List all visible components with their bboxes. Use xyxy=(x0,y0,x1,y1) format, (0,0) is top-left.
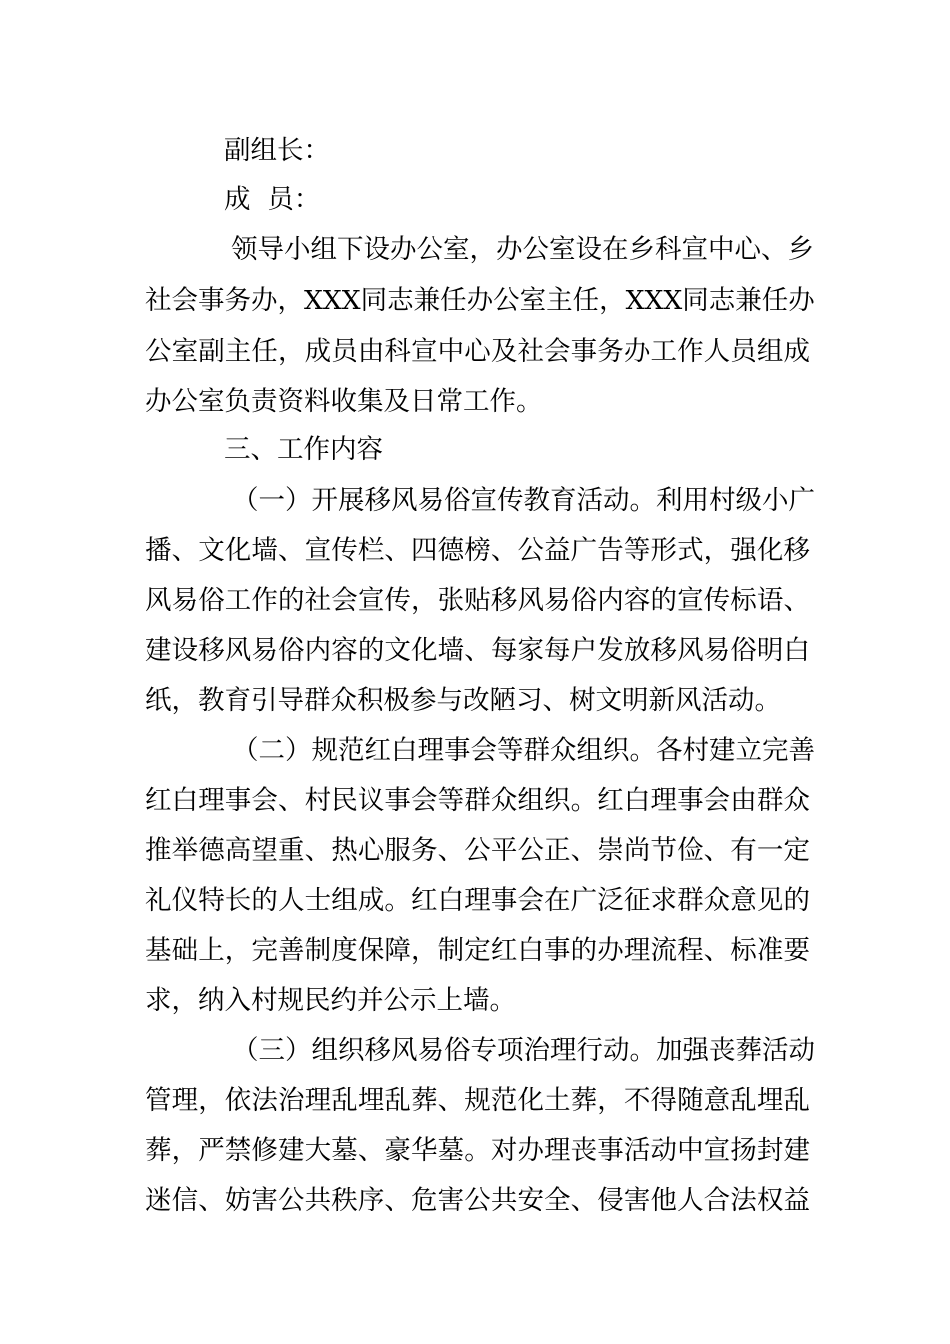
item-three-line-3: 葬，严禁修建大墓、豪华墓。对办理丧事活动中宣扬封建 xyxy=(145,1135,810,1166)
section-heading-work-content: 三、工作内容 xyxy=(224,434,383,465)
item-two-line-6: 求，纳入村规民约并公示上墙。 xyxy=(145,985,516,1016)
item-two-line-1: （二）规范红白理事会等群众组织。各村建立完善 xyxy=(232,735,815,766)
members-line: 成 员： xyxy=(224,184,321,215)
item-three-line-1: （三）组织移风易俗专项治理行动。加强丧葬活动 xyxy=(232,1035,815,1066)
item-two-line-2: 红白理事会、村民议事会等群众组织。红白理事会由群众 xyxy=(145,785,810,816)
item-one-line-4: 建设移风易俗内容的文化墙、每家每户发放移风易俗明白 xyxy=(145,635,810,666)
item-one-line-1: （一）开展移风易俗宣传教育活动。利用村级小广 xyxy=(232,485,815,516)
item-one-line-5: 纸，教育引导群众积极参与改陋习、树文明新风活动。 xyxy=(145,685,781,716)
office-paragraph-line-2: 社会事务办，XXX同志兼任办公室主任，XXX同志兼任办 xyxy=(145,285,815,316)
office-paragraph-line-3: 公室副主任，成员由科宣中心及社会事务办工作人员组成 xyxy=(145,336,810,367)
item-two-line-5: 基础上，完善制度保障，制定红白事的办理流程、标准要 xyxy=(145,935,810,966)
item-one-line-2: 播、文化墙、宣传栏、四德榜、公益广告等形式，强化移 xyxy=(145,535,810,566)
item-three-line-2: 管理，依法治理乱埋乱葬、规范化土葬，不得随意乱埋乱 xyxy=(145,1085,810,1116)
vice-leader-line: 副组长： xyxy=(224,135,330,166)
item-one-line-3: 风易俗工作的社会宣传，张贴移风易俗内容的宣传标语、 xyxy=(145,585,810,616)
office-paragraph-line-1: 领导小组下设办公室，办公室设在乡科宣中心、乡 xyxy=(231,234,814,265)
item-two-line-3: 推举德高望重、热心服务、公平公正、崇尚节俭、有一定 xyxy=(145,835,810,866)
item-three-line-4: 迷信、妨害公共秩序、危害公共安全、侵害他人合法权益 xyxy=(145,1185,810,1216)
office-paragraph-line-4: 办公室负责资料收集及日常工作。 xyxy=(145,386,543,417)
item-two-line-4: 礼仪特长的人士组成。红白理事会在广泛征求群众意见的 xyxy=(145,885,810,916)
